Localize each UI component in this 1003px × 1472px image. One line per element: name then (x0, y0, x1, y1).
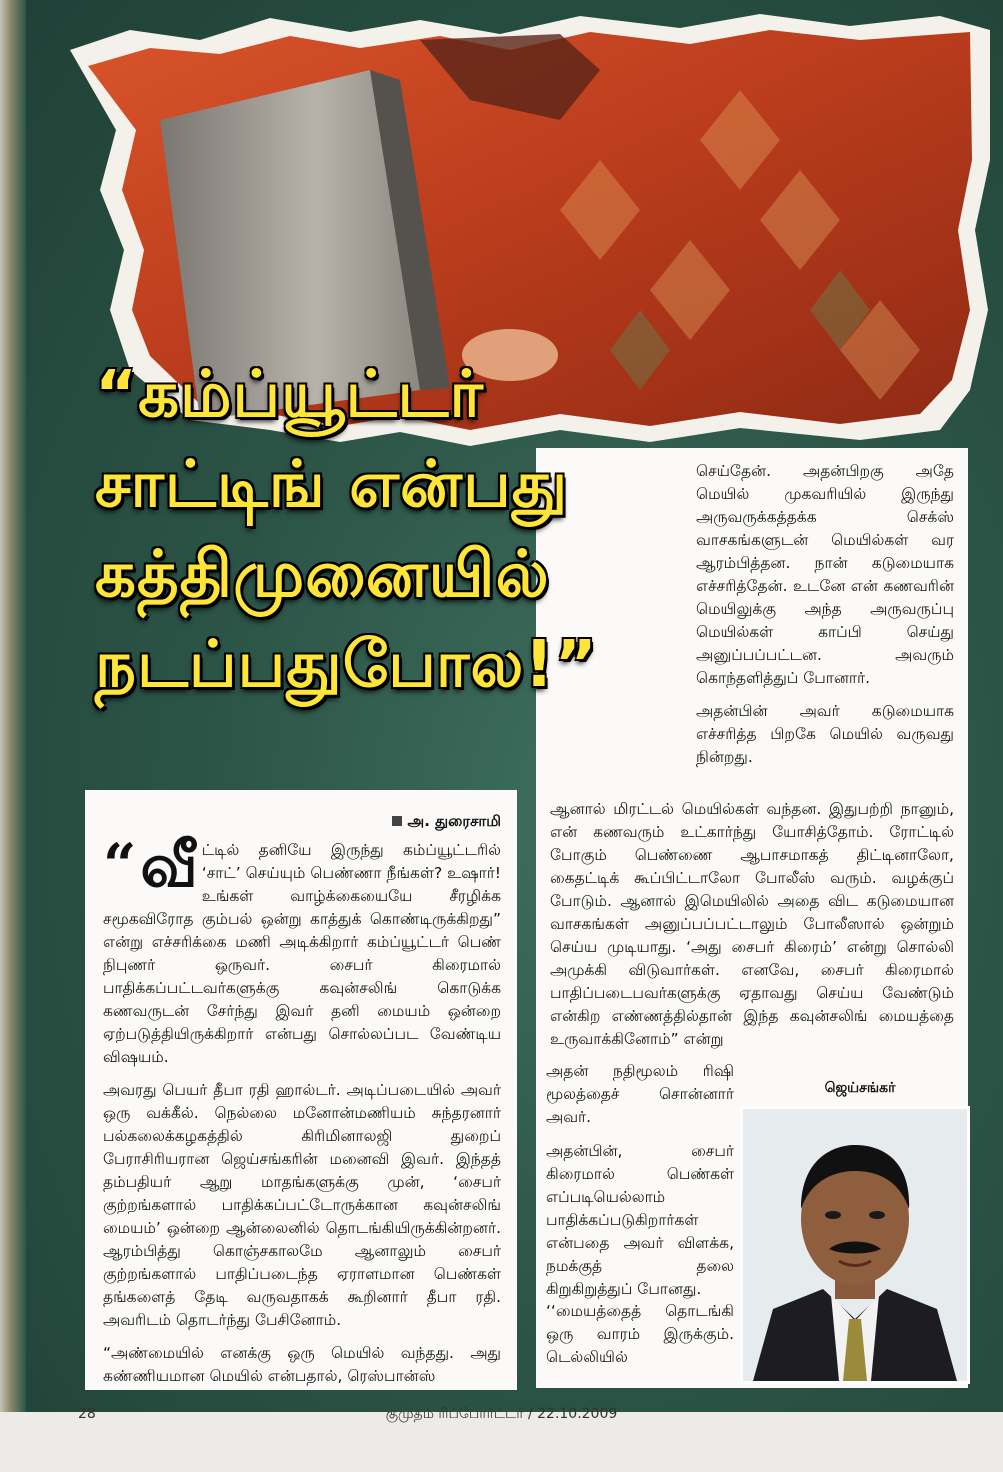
portrait-photo (740, 1106, 970, 1384)
article-headline (95, 350, 735, 710)
headline-line-3: கத்திமுனையில் (95, 538, 550, 612)
page-footer (0, 1400, 1003, 1430)
page-number: 28 (78, 1406, 96, 1422)
byline-square-icon (392, 816, 402, 826)
left-column (85, 790, 517, 1390)
magazine-footer: குமுதம் ரிப்போர்ட்டர் / 22.10.2009 (385, 1406, 618, 1422)
body-paragraph: அதன்பின் அவர் கடுமையாக எச்சரித்த பிறகே மெயில் வருவது நின்றது. (696, 702, 954, 766)
drop-cap: வீ (140, 831, 198, 901)
narrow-paragraph: அதன்பின், சைபர் கிரைமால் பெண்கள் எப்படியெல்லாம் பாதிக்கப்படுகிறார்கள் என்பதை அவர் விளக்க, நமக்குத் தலை கிறுகிறுத்துப் போனது. (546, 1142, 734, 1298)
narrow-paragraph: அதன் நதிமூலம் ரிஷி மூலத்தைச் சொன்னார் அவர். (546, 1062, 734, 1126)
author-name: அ. துரைசாமி (407, 812, 501, 830)
body-paragraph: “அண்மையில் எனக்கு ஒரு மெயில் வந்தது. அது கண்ணியமான மெயில் என்பதால், ரெஸ்பான்ஸ் (103, 1344, 501, 1385)
headline-line-4: நடப்பதுபோல!” (95, 628, 598, 702)
narrow-paragraph: ‘‘மையத்தைத் தொடங்கி ஒரு வாரம் இருக்கும். டெல்லியில் (546, 1302, 734, 1366)
opening-quote-mark: “ (103, 831, 137, 899)
photo-caption: ஜெய்சங்கர் (824, 1080, 896, 1096)
author-byline (103, 810, 501, 833)
portrait-illustration (743, 1109, 967, 1381)
headline-line-2: சாட்டிங் என்பது (95, 448, 569, 522)
body-paragraph: ட்டில் தனியே இருந்து கம்ப்யூட்டரில் ‘சாட்’ செய்யும் பெண்ணா நீங்கள்? உஷார்! உங்கள் வாழ்க்கையையே சீரழிக்க சமூகவிரோத கும்பல் ஒன்று காத்துக் கொண்டிருக்கிறது” என்று எச்சரிக்கை மணி அடிக்கிறார் கம்ப்யூட்டர் பெண் நிபுணர் ஒருவர். சைபர் கிரைமால் பாதிக்கப்பட்டவர்களுக்கு கவுன்சலிங் கொடுக்க கணவருடன் சேர்ந்து இவர் தனி மையம் ஒன்றை ஏற்படுத்தியிருக்கிறார் என்பது சொல்லப்பட வேண்டிய விஷயம். (103, 841, 501, 1066)
headline-line-1: “கம்ப்யூட்டர் (95, 358, 484, 432)
page-edge (0, 0, 26, 1472)
body-paragraph: செய்தேன். அதன்பிறகு அதே மெயில் முகவரியில் இருந்து அருவருக்கத்தக்க செக்ஸ் வாசகங்களுடன் மெயில்கள் வர ஆரம்பித்தன. நான் கடுமையாக எச்சரித்தேன். உடனே என் கணவரின் மெயிலுக்கு அந்த அருவருப்பு மெயில்கள் காப்பி செய்து அனுப்பப்பட்டன. அவரும் கொந்தளித்துப் போனார். (696, 462, 954, 687)
body-paragraph: அவரது பெயர் தீபா ரதி ஹால்டர். அடிப்படையில் அவர் ஒரு வக்கீல். நெல்லை மனோன்மணியம் சுந்தரனார் பல்கலைக்கழகத்தில் கிரிமினாலஜி துறைப் பேராசிரியரான ஜெய்சங்கரின் மனைவி இவர். இந்தத் தம்பதியர் ஆறு மாதங்களுக்கு முன், ‘சைபர் குற்றங்களால் பாதிக்கப்பட்டோருக்கான கவுன்சலிங் மையம்’ ஒன்றை ஆன்லைனில் தொடங்கியிருக்கின்றனர். ஆரம்பித்து கொஞ்சகாலமே ஆனாலும் சைபர் குற்றங்களால் பாதிப்படைந்த ஏராளமான பெண்கள் தங்களைத் தேடி வருவதாகக் கூறினார் தீபா ரதி. அவரிடம் தொடர்ந்து பேசினோம். (103, 1081, 501, 1329)
body-paragraph: ஆனால் மிரட்டல் மெயில்கள் வந்தன. இதுபற்றி நானும், என் கணவரும் உட்கார்ந்து யோசித்தோம். ரோட்டில் போகும் பெண்ணை ஆபாசமாகத் திட்டினாலோ, கைதட்டிக் கூப்பிட்டாலோ போலீஸ் வரும். வழக்குப் போடும். ஆனால் இமெயிலில் அதை விட கடுமையான வாசகங்கள் அனுப்பப்பட்டாலும் போலீஸால் ஒன்றும் செய்ய முடியாது. ‘அது சைபர் கிரைம்’ என்று சொல்லி அமுக்கி விடுவார்கள். எனவே, சைபர் கிரைமால் பாதிப்படைபவர்களுக்கு ஏதாவது செய்ய வேண்டும் என்கிற எண்ணத்தில்தான் இந்த கவுன்சலிங் மையத்தை உருவாக்கினோம்” என்று (550, 800, 954, 1048)
